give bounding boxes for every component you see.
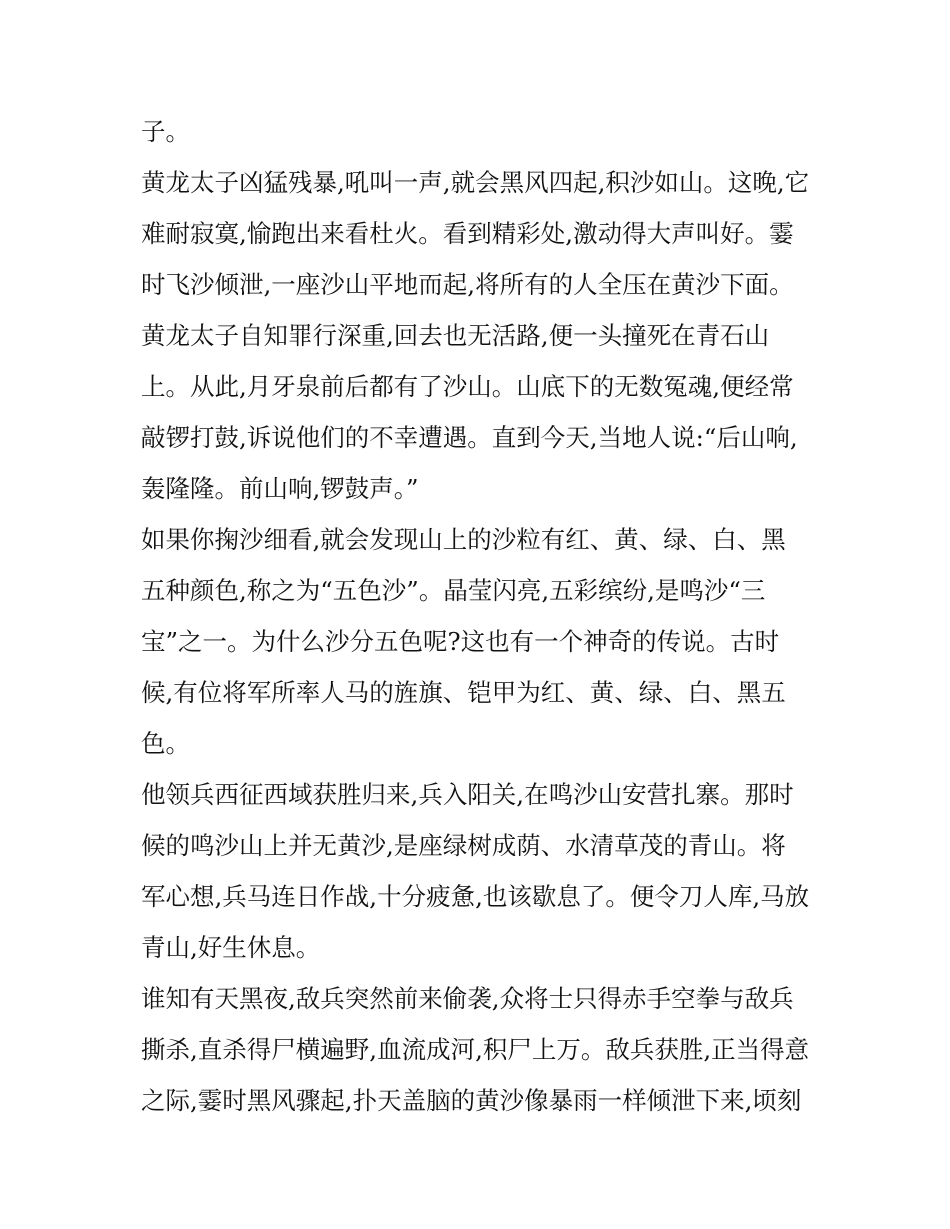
text-line-1: 子。	[141, 117, 190, 146]
text-line-7: 敲锣打鼓,诉说他们的不幸遭遇。直到今天,当地人说:“后山响,	[141, 423, 798, 452]
text-line-18: 谁知有天黑夜,敌兵突然前来偷袭,众将士只得赤手空拳与敌兵	[141, 984, 794, 1013]
text-line-15: 候的鸣沙山上并无黄沙,是座绿树成荫、水清草茂的青山。将	[141, 831, 786, 860]
text-line-8: 轰隆隆。前山响,锣鼓声。”	[141, 474, 419, 503]
text-line-6: 上。从此,月牙泉前后都有了沙山。山底下的无数冤魂,便经常	[141, 372, 794, 401]
text-line-9: 如果你掬沙细看,就会发现山上的沙粒有红、黄、绿、白、黑	[141, 525, 786, 554]
text-line-14: 他领兵西征西域获胜归来,兵入阳关,在鸣沙山安营扎寨。那时	[141, 780, 794, 809]
text-line-12: 候,有位将军所率人马的旌旗、铠甲为红、黄、绿、白、黑五	[141, 678, 786, 707]
text-line-2: 黄龙太子凶猛残暴,吼叫一声,就会黑风四起,积沙如山。这晚,它	[141, 168, 810, 197]
text-line-19: 撕杀,直杀得尸横遍野,血流成河,积尸上万。敌兵获胜,正当得意	[141, 1035, 810, 1064]
text-line-16: 军心想,兵马连日作战,十分疲惫,也该歇息了。便令刀人库,马放	[141, 882, 810, 911]
document-body-text	[141, 106, 821, 1126]
text-line-4: 时飞沙倾泄,一座沙山平地而起,将所有的人全压在黄沙下面。	[141, 270, 794, 299]
text-line-5: 黄龙太子自知罪行深重,回去也无活路,便一头撞死在青石山	[141, 321, 770, 350]
text-line-10: 五种颜色,称之为“五色沙”。晶莹闪亮,五彩缤纷,是鸣沙“三	[141, 576, 766, 605]
text-line-3: 难耐寂寞,愉跑出来看杜火。看到精彩处,激动得大声叫好。霎	[141, 219, 794, 248]
text-line-17: 青山,好生休息。	[141, 933, 321, 962]
text-line-13: 色。	[141, 729, 190, 758]
text-line-11: 宝”之一。为什么沙分五色呢?这也有一个神奇的传说。古时	[141, 627, 780, 656]
text-line-20: 之际,霎时黑风骤起,扑天盖脑的黄沙像暴雨一样倾泄下来,顷刻	[141, 1086, 802, 1115]
